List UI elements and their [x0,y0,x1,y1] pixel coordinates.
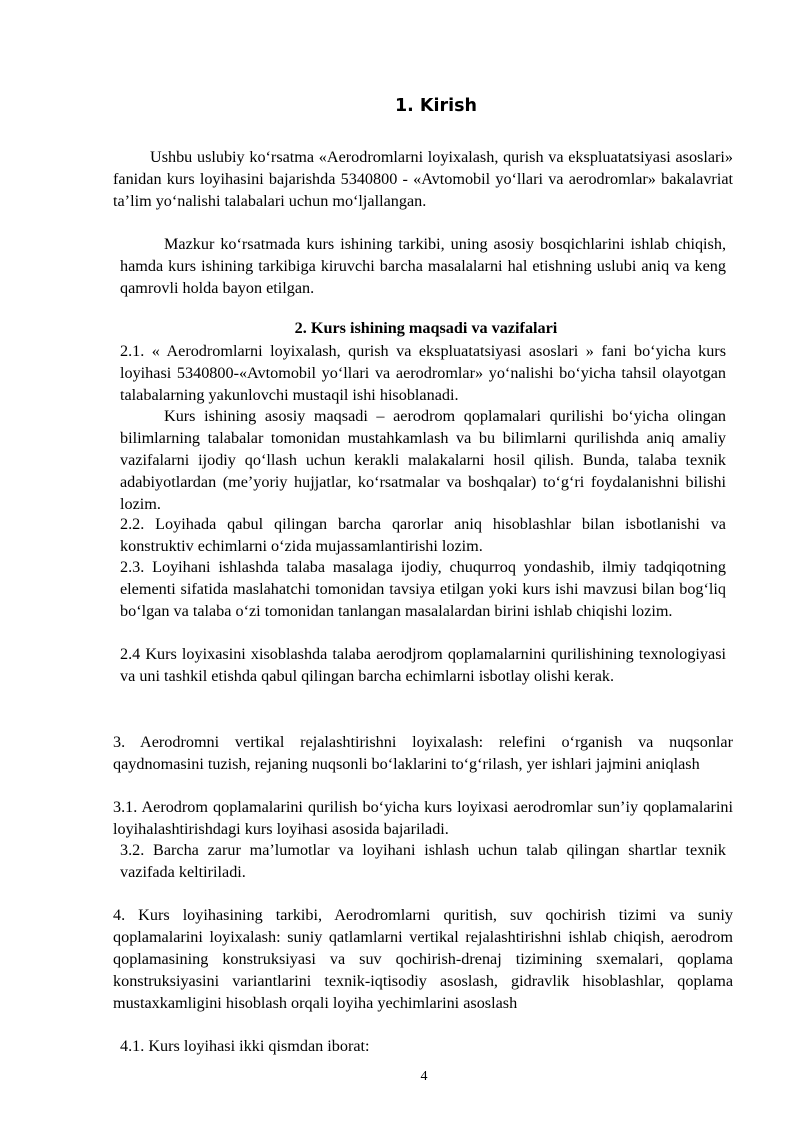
paragraph-3: 3. Aerodromni vertikal rejalashtirishni loyixalash: relefini o‘rganish va nuqsonlar qaydnomasini tuzish, rejaning nuqsonli bo‘laklarini to‘g‘rilash, yer ishlari jajmini aniqlash [113,733,733,773]
paragraph-3-2: 3.2. Barcha zarur ma’lumotlar va loyihani ishlash uchun talab qilingan shartlar texnik vazifada keltiriladi. [120,841,726,881]
paragraph-2-4: 2.4 Kurs loyixasini xisoblashda talaba aerodjrom qoplamalarnini qurilishining texnologiyasi va uni tashkil etishda qabul qilingan barcha echimlarni isbotlay olishi kerak. [120,645,726,685]
paragraph-2-3: 2.3. Loyihani ishlashda talaba masalaga ijodiy, chuqurroq yondashib, ilmiy tadqiqotning elementi sifatida maslahatchi tomonidan tavsiya etilgan yoki kurs ishi mavzusi bilan bog‘liq bo‘lgan va talaba o‘zi tomonidan tanlangan masalalardan birini ishlab chiqishi lozim. [120,558,726,620]
paragraph-2-1-goal: Kurs ishining asosiy maqsadi – aerodrom qoplamalari qurilishi bo‘yicha olingan bilimlarning talabalar tomonidan mustahkamlash va bu bilimlarni qurilishda aniq amaliy vazifalarni ijodiy qo‘llash uchun kerakli malakalarni hosil qilish. Bunda, talaba texnik adabiyotlardan (me’yoriy hujjatlar, ko‘rsatmalar va boshqalar) to‘g‘ri foydalanishni bilishi lozim. [120,407,726,513]
paragraph-2-2: 2.2. Loyihada qabul qilingan barcha qarorlar aniq hisoblashlar bilan isbotlanishi va konstruktiv echimlarni o‘zida mujassamlantirishi lozim. [120,515,726,555]
page-number: 4 [420,1069,428,1084]
paragraph-2-1: 2.1. « Aerodromlarni loyixalash, qurish va ekspluatatsiyasi asoslari » fani bo‘yicha kurs loyihasi 5340800-«Avtomobil yo‘llari va aerodromlar» yo‘nalishi bo‘yicha tahsil olayotgan talabalarning yakunlovchi mustaqil ishi hisoblanadi. [120,342,726,404]
intro-paragraph-2: Mazkur ko‘rsatmada kurs ishining tarkibi, uning asosiy bosqichlarini ishlab chiqish, hamda kurs ishining tarkibiga kiruvchi barcha masalalarni hal etishning uslubi aniq va keng qamrovli holda bayon etilgan. [120,235,726,297]
paragraph-3-1: 3.1. Aerodrom qoplamalarini qurilish bo‘yicha kurs loyixasi aerodromlar sun’iy qoplamalarini loyihalashtirishdagi kurs loyihasi asosida bajariladi. [113,798,733,838]
section-heading-goals: 2. Kurs ishining maqsadi va vazifalari [294,319,558,337]
intro-paragraph-1: Ushbu uslubiy ko‘rsatma «Aerodromlarni loyixalash, qurish va ekspluatatsiyasi asoslari» fanidan kurs loyihasini bajarishda 5340800 - «Avtomobil yo‘llari va aerodromlar» bakalavriat ta’lim yo‘nalishi talabalari uchun mo‘ljallangan. [113,148,733,210]
paragraph-4-1: 4.1. Kurs loyihasi ikki qismdan iborat: [120,1037,370,1055]
section-heading-introduction: 1. Kirish [395,96,477,116]
paragraph-4: 4. Kurs loyihasining tarkibi, Aerodromlarni quritish, suv qochirish tizimi va suniy qoplamalarini loyixalash: suniy qatlamlarni vertikal rejalashtirishni ishlab chiqish, aerodrom qoplamasining konstruksiyasi va suv qochirish-drenaj tizimining sxemalari, qoplama konstruksiyasini variantlarini texnik-iqtisodiy asoslash, gidravlik hisoblashlar, qoplama mustaxkamligini hisoblash orqali loyiha yechimlarini asoslash [113,906,733,1012]
